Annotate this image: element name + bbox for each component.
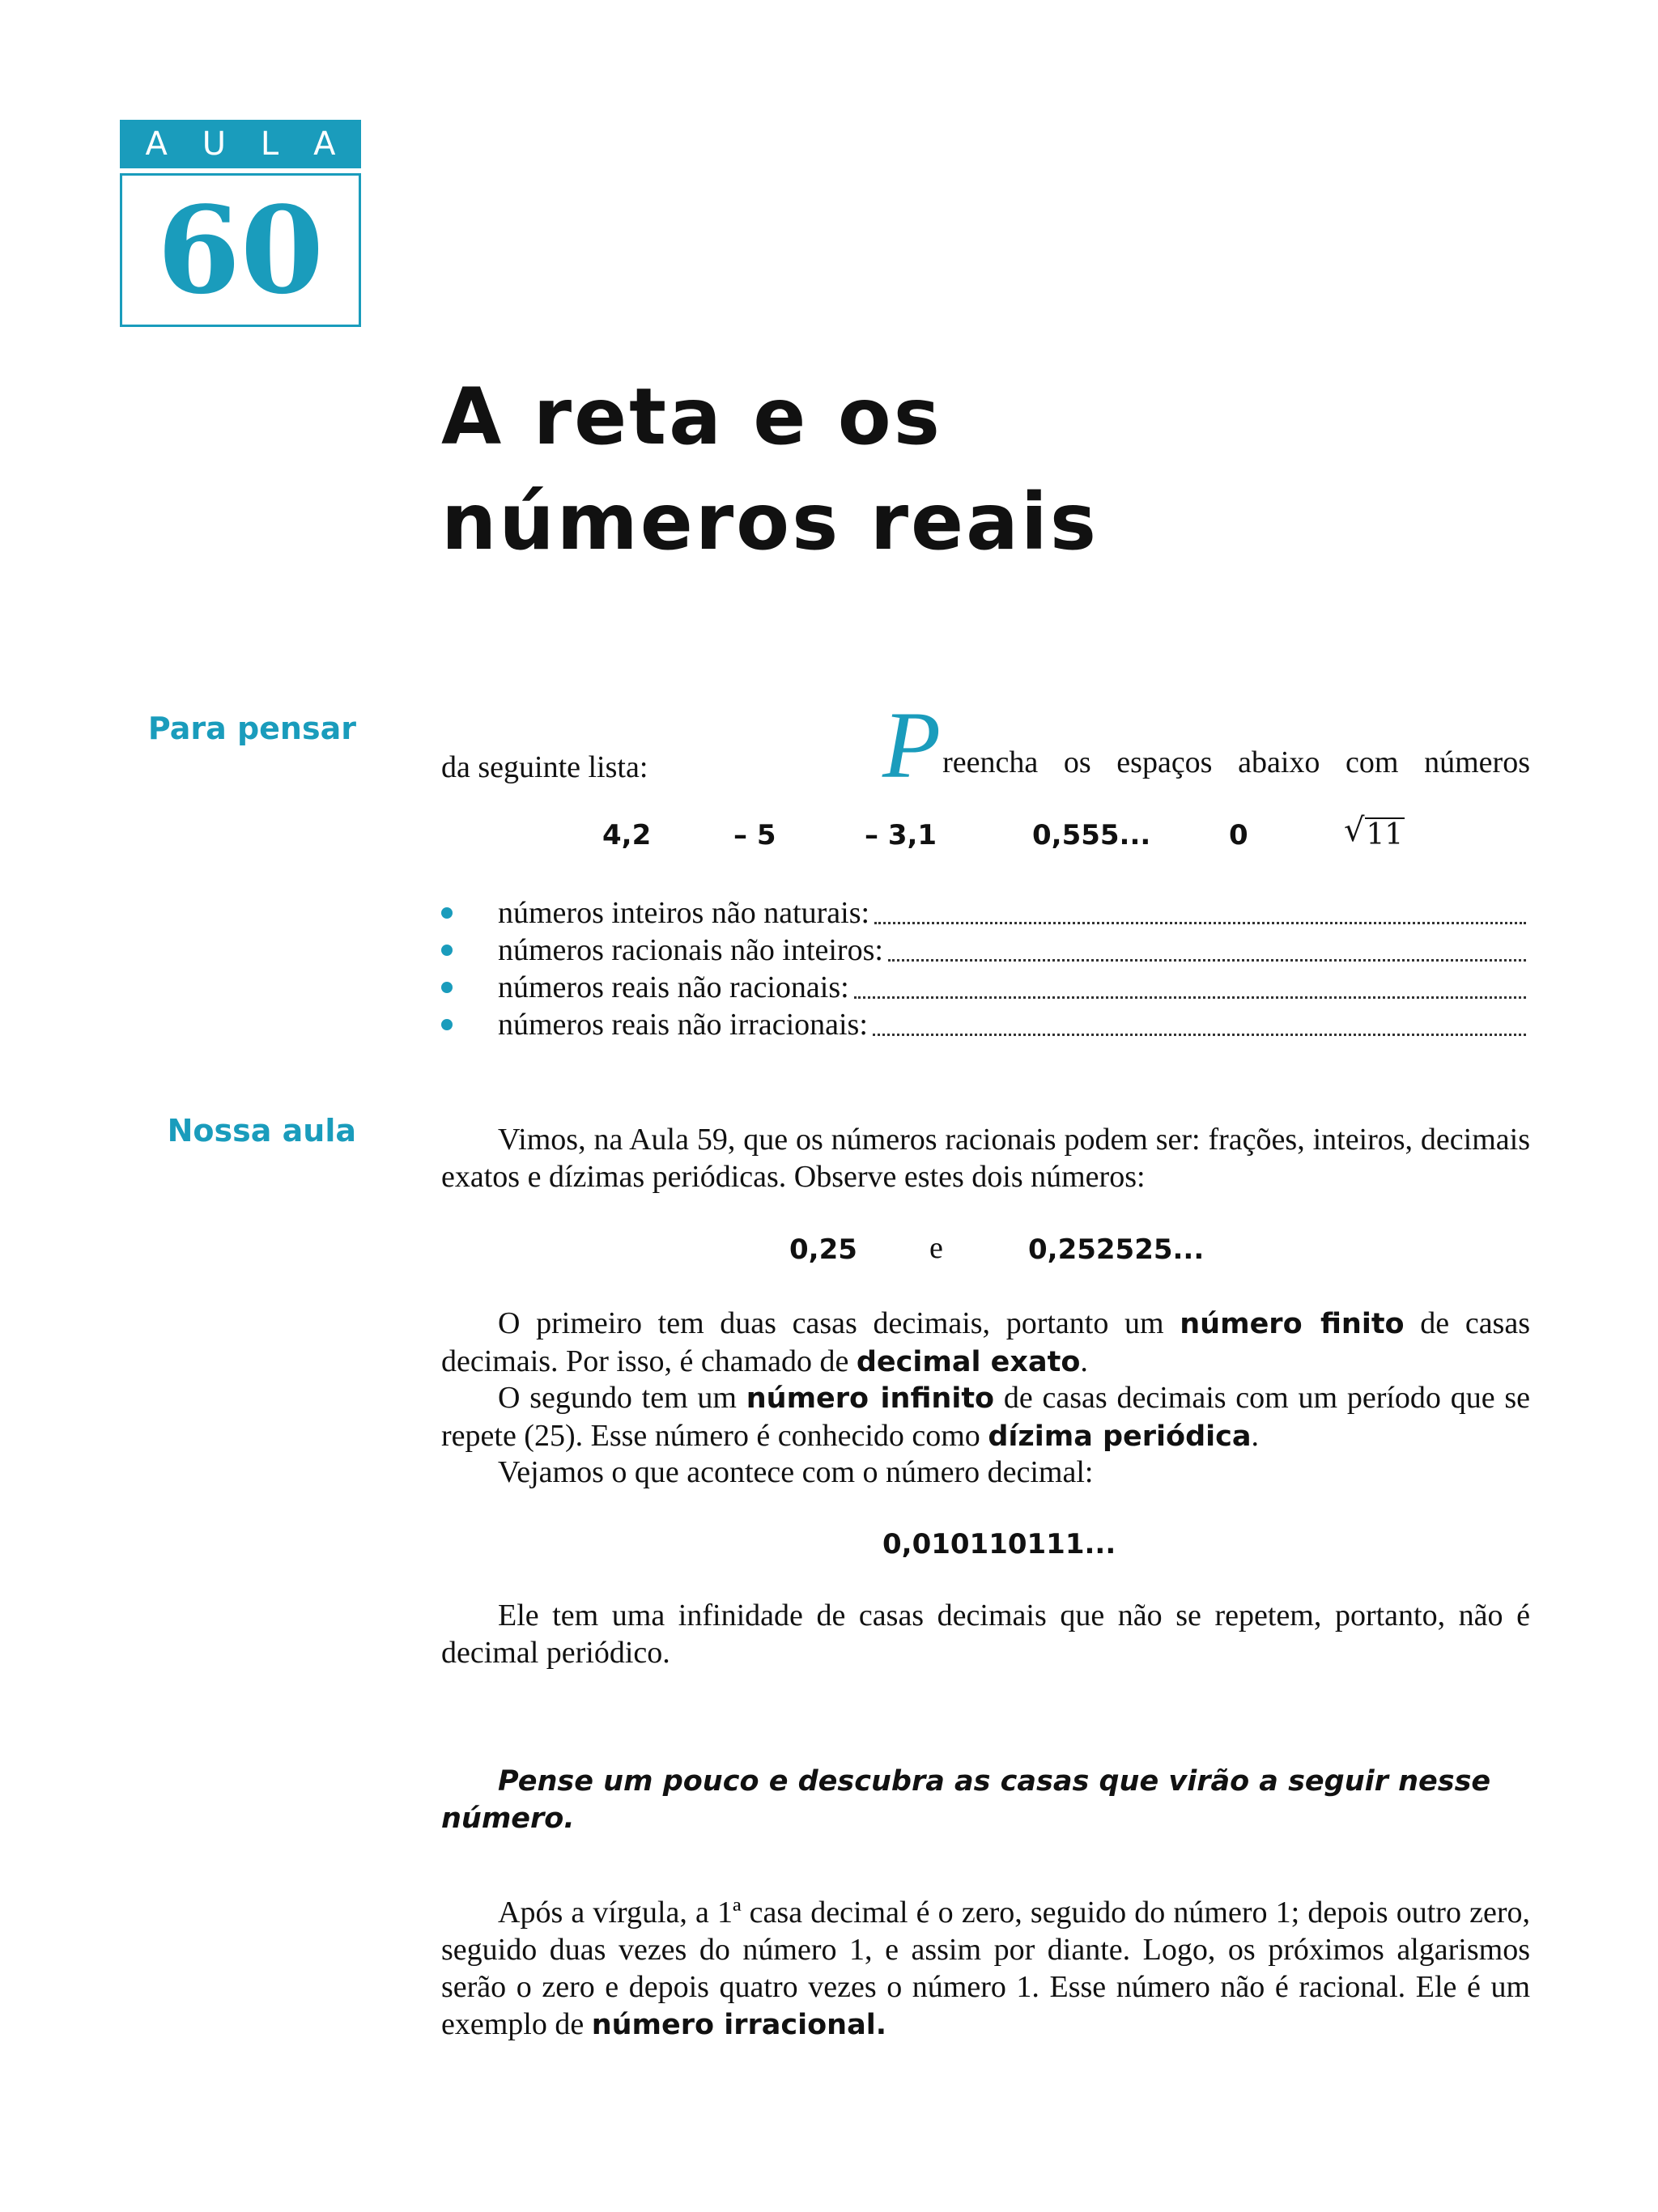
emphasis: número finito <box>1180 1308 1405 1340</box>
drop-cap: P <box>882 692 942 798</box>
intro-second-line: da seguinte lista: <box>441 750 648 784</box>
emphasis: número infinito <box>746 1382 995 1415</box>
list-number: 0,555... <box>1032 819 1151 851</box>
aula-number: 60 <box>157 180 324 321</box>
sqrt-radicand: 11 <box>1366 818 1404 851</box>
page-title <box>441 364 1099 575</box>
bullet-icon <box>441 982 453 993</box>
list-item: números reais não racionais: <box>441 969 1526 1006</box>
answer-blank[interactable] <box>888 932 1526 962</box>
bullet-icon <box>441 1019 453 1030</box>
list-number: 0 <box>1229 819 1248 851</box>
sqrt-expression <box>1344 814 1405 851</box>
aula-letter: A <box>145 125 168 163</box>
sqrt-symbol: √ <box>1344 812 1365 849</box>
answer-blank[interactable] <box>874 894 1526 924</box>
highlight-prompt: Pense um pouco e descubra as casas que virão a seguir nesse número. <box>441 1765 1491 1835</box>
fill-in-list <box>441 894 1526 1043</box>
example-number: 0,25 <box>789 1233 857 1266</box>
example-number: 0,252525... <box>1028 1233 1205 1266</box>
conjunction: e <box>929 1231 943 1265</box>
intro-first-line-text: reencha os espaços abaixo com números <box>942 745 1530 779</box>
list-item: números reais não irracionais: <box>441 1006 1526 1043</box>
side-label-para-pensar: Para pensar <box>147 711 356 746</box>
paragraph-5: Ele tem uma infinidade de casas decimais que não se repetem, portanto, não é decimal periódico. <box>441 1598 1530 1670</box>
paragraph-6: Após a vírgula, a 1ª casa decimal é o zero, seguido do número 1; depois outro zero, seguido duas vezes do número 1, e assim por diante. Logo, os próximos algarismos serão o zero e depois quatro vezes o número 1. Esse número não é racional. Ele é um exemplo de número irracional. <box>441 1896 1530 2041</box>
aula-letter: A <box>313 125 336 163</box>
title-line-1: A reta e os <box>441 371 942 462</box>
emphasis: dízima periódica <box>988 1420 1252 1453</box>
example-number: 0,010110111... <box>882 1528 1116 1560</box>
answer-blank[interactable] <box>873 1006 1526 1036</box>
list-item: números inteiros não naturais: <box>441 894 1526 932</box>
bullet-icon <box>441 907 453 919</box>
paragraph-3: O segundo tem um número infinito de casas decimais com um período que se repete (25). Esse número é conhecido como dízima periódica. <box>441 1381 1530 1453</box>
title-line-2: números reais <box>441 477 1099 567</box>
list-number: 4,2 <box>602 819 652 851</box>
emphasis: decimal exato <box>856 1346 1081 1378</box>
emphasis: número irracional. <box>591 2009 887 2041</box>
list-item: números racionais não inteiros: <box>441 932 1526 969</box>
aula-number-box <box>120 173 361 327</box>
paragraph-1: Vimos, na Aula 59, que os números racionais podem ser: frações, inteiros, decimais exatos e dízimas periódicas. Observe estes dois números: <box>441 1123 1530 1194</box>
list-number: – 3,1 <box>865 819 937 851</box>
paragraph-2: O primeiro tem duas casas decimais, portanto um número finito de casas decimais. Por isso, é chamado de decimal exato. <box>441 1306 1530 1378</box>
list-number: – 5 <box>733 819 776 851</box>
bullet-icon <box>441 945 453 956</box>
aula-letter: L <box>260 125 279 163</box>
answer-blank[interactable] <box>854 969 1526 999</box>
aula-letter: U <box>202 125 227 163</box>
paragraph-4: Vejamos o que acontece com o número decimal: <box>498 1455 1094 1489</box>
aula-label-strip <box>120 120 361 168</box>
side-label-nossa-aula: Nossa aula <box>167 1113 356 1148</box>
